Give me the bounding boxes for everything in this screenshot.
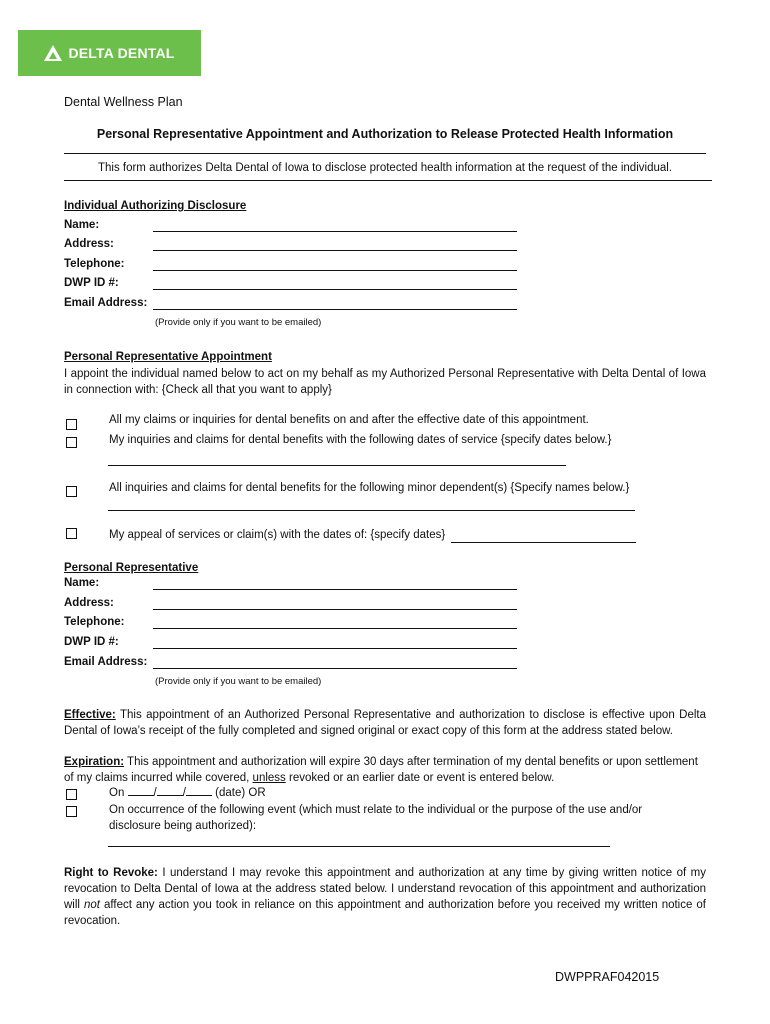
title-divider: [64, 153, 706, 154]
option-dates-of-service-label: My inquiries and claims for dental benefits with the following dates of service {specify dates below.}: [109, 434, 612, 446]
individual-email-field[interactable]: [153, 309, 517, 310]
rep-name-label: Name:: [64, 577, 100, 589]
form-code: DWPPRAF042015: [555, 970, 660, 984]
individual-heading: Individual Authorizing Disclosure: [64, 200, 247, 212]
representative-heading: Personal Representative: [64, 562, 199, 574]
option-minor-dependents-checkbox[interactable]: [66, 486, 77, 497]
dates-of-service-field[interactable]: [108, 465, 566, 466]
option-all-claims-checkbox[interactable]: [66, 419, 77, 430]
expiration-unless: unless: [252, 772, 286, 784]
option-dates-of-service-checkbox[interactable]: [66, 437, 77, 448]
effective-label: Effective:: [64, 709, 116, 721]
expiration-event-label: On occurrence of the following event (which must relate to the individual or the purpose of the use and/or disclosure being authorized):: [109, 804, 643, 832]
appointment-text: I appoint the individual named below to act on my behalf as my Authorized Personal Representative with Delta Dental of Iowa in connection with: {Check all that you want to apply}: [64, 368, 706, 396]
rep-email-label: Email Address:: [64, 656, 148, 668]
rep-email-note: (Provide only if you want to be emailed): [155, 676, 322, 687]
option-minor-dependents-label: All inquiries and claims for dental benefits for the following minor dependent(s) {Specify names below.}: [109, 482, 630, 494]
rep-address-field[interactable]: [153, 609, 517, 610]
intro-text: This form authorizes Delta Dental of Iowa to disclose protected health information at the request of the individual.: [97, 162, 673, 174]
rep-dwp-id-label: DWP ID #:: [64, 636, 119, 648]
revoke-not: not: [83, 899, 100, 911]
delta-logo-icon: [44, 45, 62, 61]
expiration-text-b: revoked or an earlier date or event is entered below.: [285, 772, 555, 784]
intro-divider: [64, 180, 712, 181]
appointment-heading: Personal Representative Appointment: [64, 351, 272, 363]
option-appeal-checkbox[interactable]: [66, 528, 77, 539]
rep-name-field[interactable]: [153, 589, 517, 590]
appeal-dates-field[interactable]: [451, 542, 636, 543]
individual-email-note: (Provide only if you want to be emailed): [155, 317, 322, 328]
individual-name-field[interactable]: [153, 231, 517, 232]
expiration-paragraph: [64, 754, 706, 786]
rep-dwp-id-field[interactable]: [153, 648, 517, 649]
expiration-event-field[interactable]: [108, 846, 610, 847]
individual-address-label: Address:: [64, 238, 114, 250]
rep-telephone-label: Telephone:: [64, 616, 125, 628]
option-appeal-label: My appeal of services or claim(s) with the dates of: {specify dates}: [109, 529, 446, 541]
date-slash-2: /: [182, 787, 186, 799]
individual-telephone-label: Telephone:: [64, 258, 125, 270]
logo-text: DELTA DENTAL: [68, 45, 175, 61]
individual-dwp-id-label: DWP ID #:: [64, 277, 119, 289]
revoke-label: Right to Revoke:: [64, 867, 158, 879]
rep-email-field[interactable]: [153, 668, 517, 669]
expiration-text-a: This appointment and authorization will expire 30 days after termination of my dental benefits or upon settlement of my claims incurred while covered,: [64, 756, 698, 784]
individual-email-label: Email Address:: [64, 297, 148, 309]
expiration-label: Expiration:: [64, 756, 125, 768]
date-slash-1: /: [153, 787, 157, 799]
individual-telephone-field[interactable]: [153, 270, 517, 271]
expiration-year-field[interactable]: [186, 786, 212, 796]
rep-telephone-field[interactable]: [153, 628, 517, 629]
expiration-on-label: On: [109, 787, 125, 799]
form-title: Personal Representative Appointment and Authorization to Release Protected Health Information: [96, 127, 674, 141]
expiration-day-field[interactable]: [157, 786, 183, 796]
expiration-date-row: [109, 786, 266, 799]
effective-text: This appointment of an Authorized Personal Representative and authorization to disclose is effective upon Delta Dental of Iowa’s receipt of the fully completed and signed original or exact copy of this form at the address stated below.: [64, 709, 706, 737]
effective-paragraph: [64, 707, 706, 739]
individual-name-label: Name:: [64, 219, 100, 231]
expiration-month-field[interactable]: [128, 786, 154, 796]
revoke-text-b: affect any action you took in reliance on this appointment and authorization before you received my written notice of revocation.: [64, 899, 706, 927]
plan-name: Dental Wellness Plan: [64, 95, 183, 109]
delta-dental-logo: [18, 30, 201, 76]
revoke-paragraph: [64, 865, 706, 929]
rep-address-label: Address:: [64, 597, 114, 609]
option-all-claims-label: All my claims or inquiries for dental benefits on and after the effective date of this appointment.: [109, 414, 589, 426]
expiration-date-or: (date) OR: [215, 787, 266, 799]
expiration-date-checkbox[interactable]: [66, 789, 77, 800]
individual-address-field[interactable]: [153, 250, 517, 251]
expiration-event-checkbox[interactable]: [66, 806, 77, 817]
minor-dependents-field[interactable]: [108, 510, 635, 511]
individual-dwp-id-field[interactable]: [153, 289, 517, 290]
revoke-text-a: I understand I may revoke this appointment and authorization at any time by giving written notice of my revocation to Delta Dental of Iowa at the address stated below. I understand revocation of this appointment and authorization will: [64, 867, 706, 911]
